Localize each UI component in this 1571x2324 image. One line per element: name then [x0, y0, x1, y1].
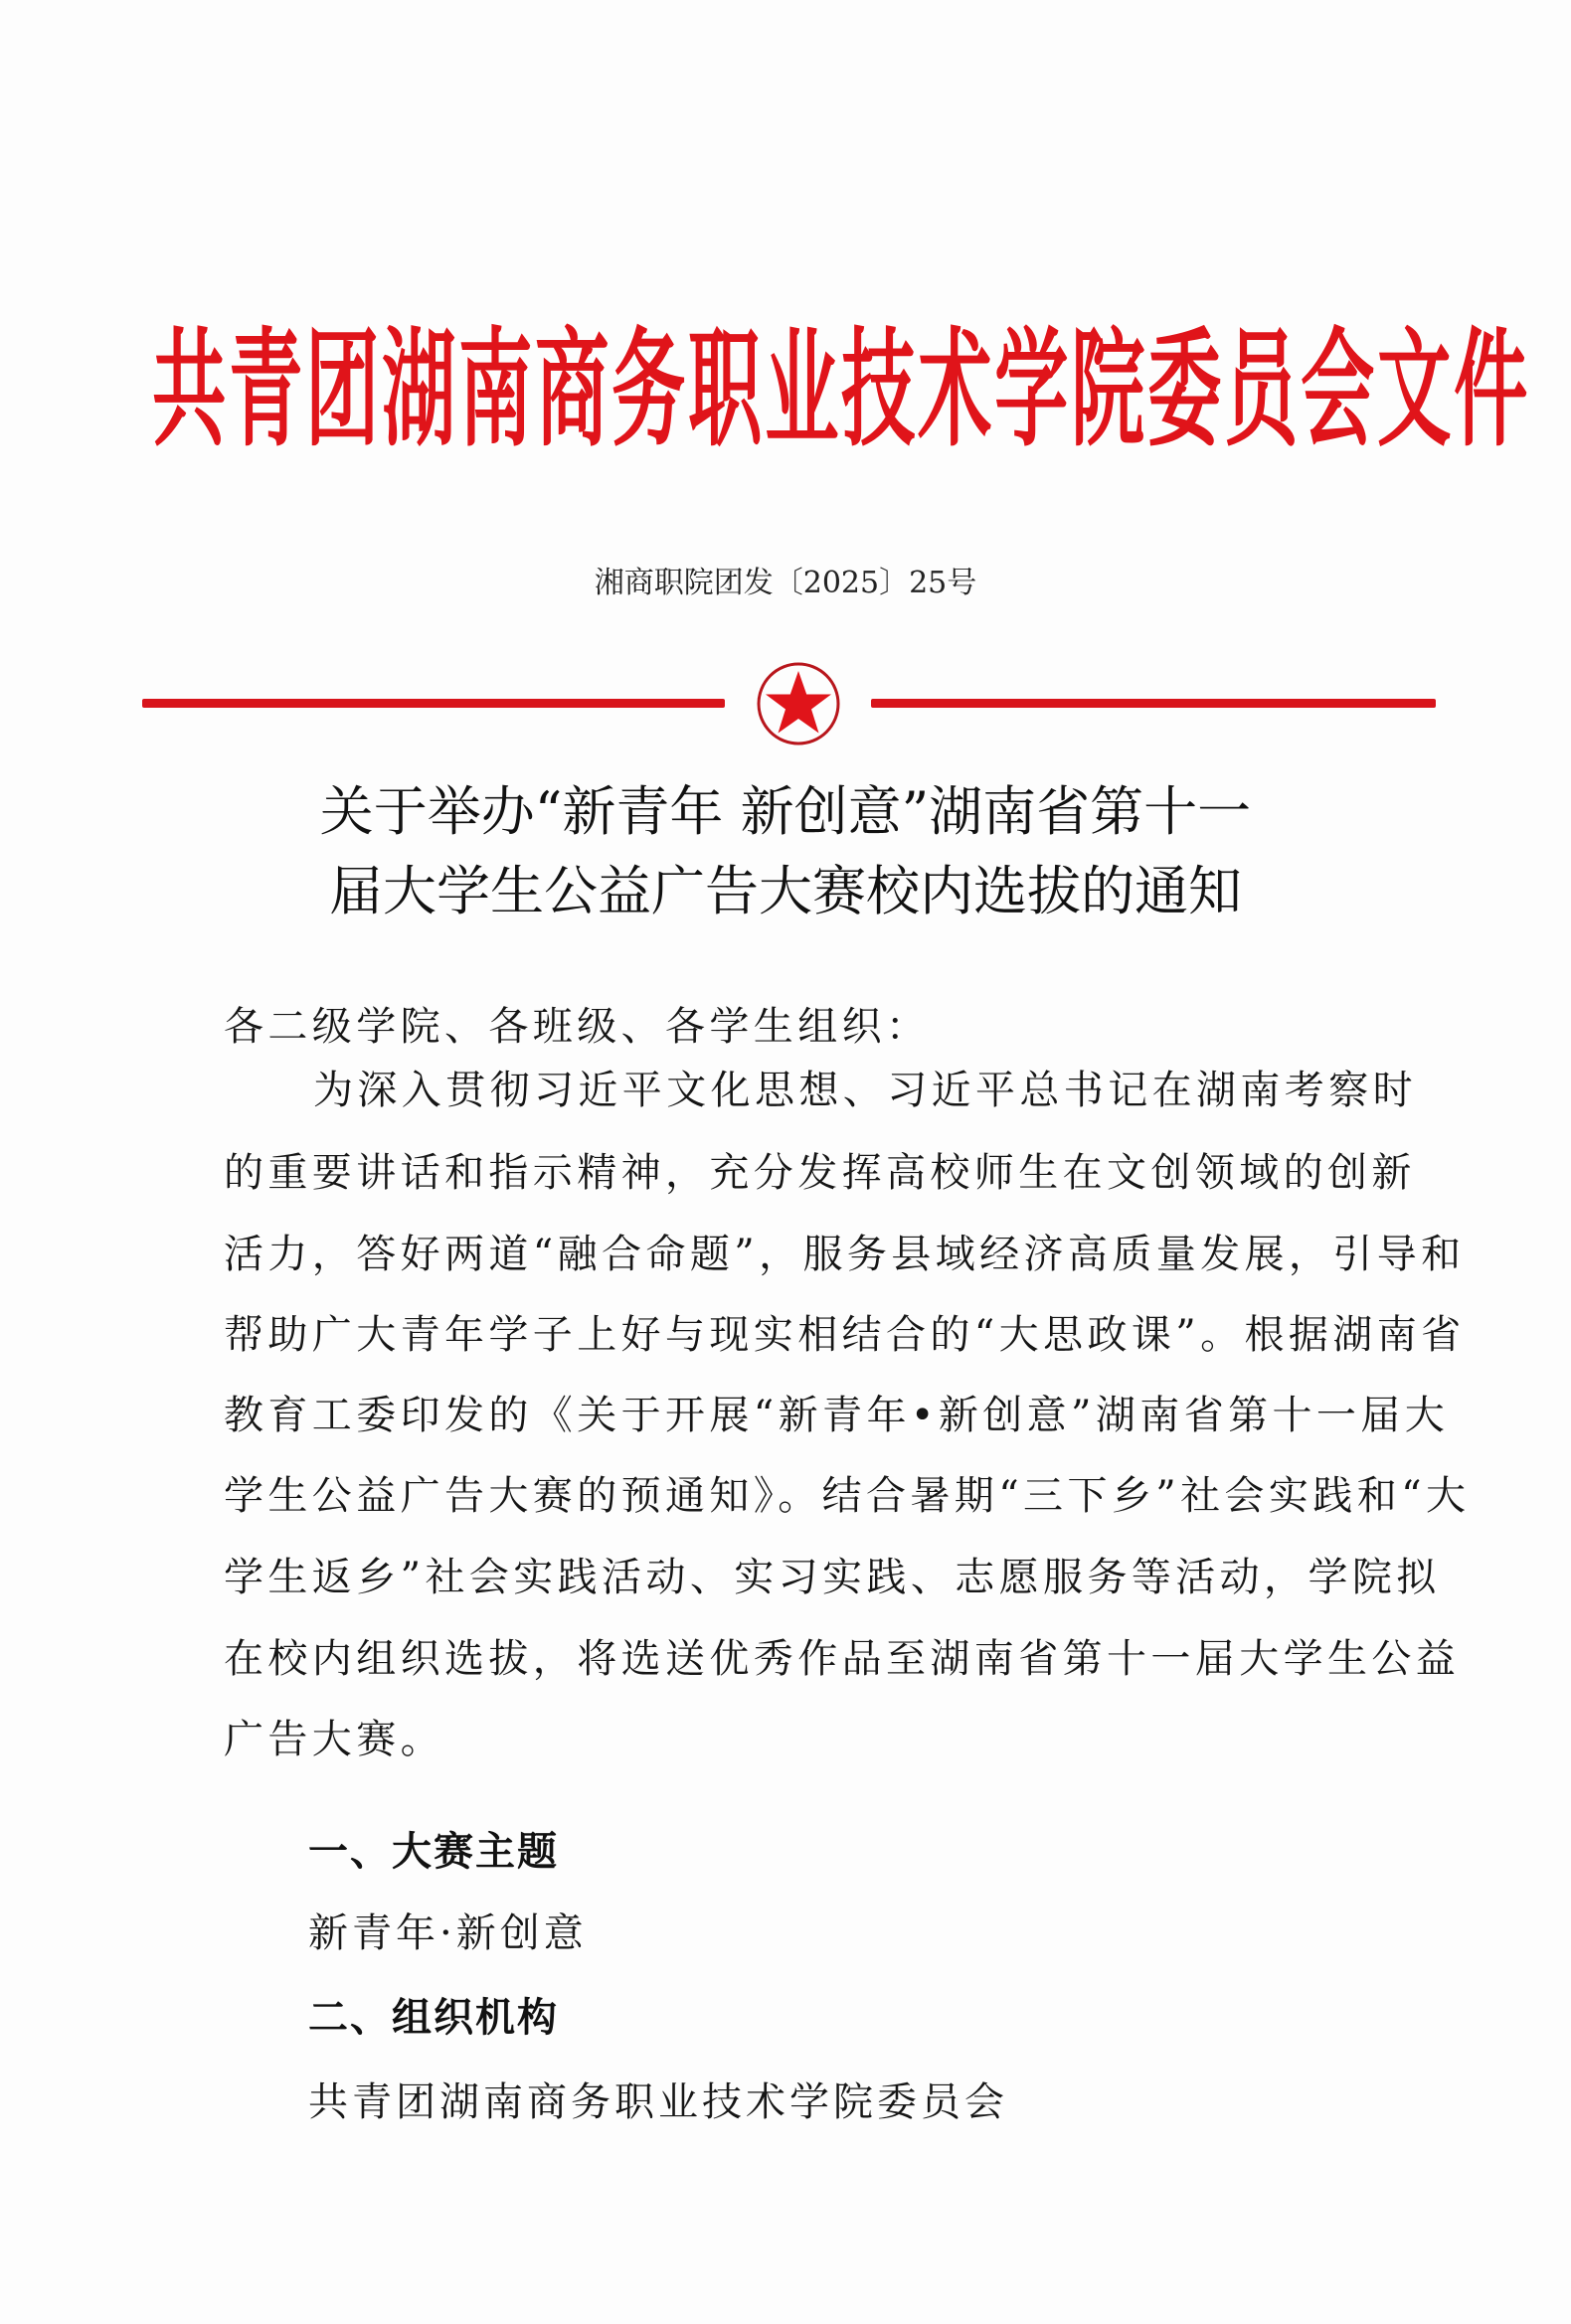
issuer-header-char: 商 [535, 316, 610, 464]
section-heading-organizer: 二、组织机构 [308, 1995, 559, 2041]
body-line: 广告大赛。 [224, 1717, 444, 1762]
issuer-header-char: 共 [152, 316, 227, 464]
issuer-header-char: 业 [765, 316, 839, 464]
issuer-header-char: 团 [305, 316, 380, 464]
issuer-header [136, 316, 1528, 465]
issuer-header-char: 南 [458, 316, 533, 464]
body-line: 教育工委印发的《关于开展“新青年•新创意”湖南省第十一届大 [224, 1393, 1450, 1438]
issuer-header-char: 青 [229, 316, 303, 464]
section-content-organizer: 共青团湖南商务职业技术学院委员会 [308, 2079, 1008, 2125]
issuer-header-char: 件 [1454, 316, 1528, 464]
salutation: 各二级学院、各班级、各学生组织： [224, 1004, 931, 1050]
section-content-theme: 新青年·新创意 [308, 1910, 588, 1956]
body-line: 学生返乡”社会实践活动、实习实践、志愿服务等活动，学院拟 [224, 1555, 1441, 1600]
issuer-header-char: 院 [1071, 316, 1145, 464]
issuer-header-char: 务 [611, 316, 686, 464]
issuer-header-char: 文 [1377, 316, 1452, 464]
red-divider-right [871, 699, 1436, 708]
issuer-header-char: 技 [841, 316, 916, 464]
body-line: 学生公益广告大赛的预通知》。结合暑期“三下乡”社会实践和“大 [224, 1473, 1471, 1519]
issuer-header-char: 员 [1224, 316, 1299, 464]
notice-title-line-2: 届大学生公益广告大赛校内选拔的通知 [329, 860, 1242, 922]
body-line: 的重要讲话和指示精神，充分发挥高校师生在文创领域的创新 [224, 1150, 1416, 1196]
red-divider-left [142, 699, 725, 708]
issuer-header-char: 会 [1301, 316, 1375, 464]
body-line: 在校内组织选拔，将选送优秀作品至湖南省第十一届大学生公益 [224, 1636, 1461, 1682]
issuer-header-char: 湖 [382, 316, 456, 464]
section-heading-theme: 一、大赛主题 [308, 1829, 559, 1875]
red-star-emblem-icon [756, 661, 841, 747]
issuer-header-char: 委 [1147, 316, 1222, 464]
body-line: 帮助广大青年学子上好与现实相结合的“大思政课”。根据湖南省 [224, 1312, 1466, 1358]
issuer-header-char: 术 [918, 316, 992, 464]
body-line: 为深入贯彻习近平文化思想、习近平总书记在湖南考察时 [313, 1068, 1417, 1113]
issuer-header-char: 学 [994, 316, 1069, 464]
notice-title-line-1: 关于举办“新青年 新创意”湖南省第十一 [319, 780, 1252, 843]
document-number: 湘商职院团发〔2025〕25号 [594, 566, 977, 600]
issuer-header-char: 职 [688, 316, 763, 464]
body-line: 活力，答好两道“融合命题”，服务县域经济高质量发展，引导和 [224, 1232, 1466, 1277]
